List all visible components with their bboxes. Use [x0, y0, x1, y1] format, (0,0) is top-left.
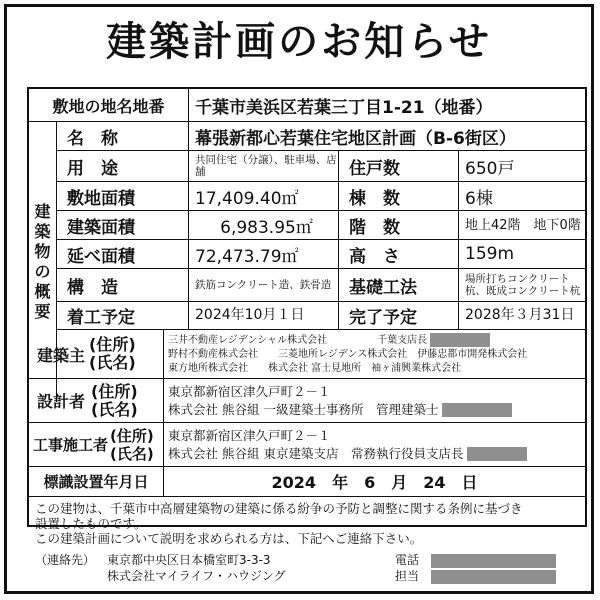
owner-line-3: 東方地所株式会社 株式会社 富士見地所 袖ヶ浦興業株式会社: [168, 362, 462, 374]
owner-address-label: (住所): [89, 335, 136, 354]
notes: [35, 501, 580, 546]
designer-name-line: [168, 401, 512, 419]
site-area-label: 敷地面積: [57, 182, 189, 210]
start-label: 着工予定: [57, 302, 189, 329]
building-outline-text: 建 築 物 の 概 要: [34, 202, 51, 321]
redacted-block: [442, 403, 512, 417]
note-line-2: 設置したものです。: [35, 516, 147, 531]
start-value: 2024年10月１日: [189, 302, 339, 329]
posted-row: [29, 467, 585, 497]
building-area-row: [57, 211, 585, 240]
owner-line-2: 野村不動産株式会社 三菱地所レジデンス株式会社 伊藤忠都市開発株式会社: [168, 348, 528, 360]
site-value: 千葉市美浜区若葉三丁目1-21（地番）: [195, 97, 493, 118]
completion-label: 完了予定: [339, 302, 459, 329]
foundation-label: 基礎工法: [339, 269, 459, 301]
posted-label: 標識設置年月日: [29, 467, 164, 496]
floors-value: 地上42階 地下0階: [465, 217, 581, 233]
height-label: 高 さ: [339, 240, 459, 268]
contractor-address: 東京都新宿区津久戸町２－１: [168, 427, 331, 443]
designer-address: 東京都新宿区津久戸町２－１: [168, 383, 331, 399]
phone-line: [395, 551, 556, 568]
name-value: 幕張新都心若葉住宅地区計画（B-6街区）: [195, 128, 516, 149]
use-value: 共同住宅（分譲）、駐車場、店舗: [189, 151, 339, 181]
building-area-value: 6,983.95㎡: [189, 211, 339, 239]
contractor-row: [29, 423, 585, 467]
contractor-label-main: 工事施工者: [33, 436, 109, 454]
contact-block: [35, 551, 580, 583]
designer-name: 株式会社 熊谷組 一級建築士事務所 管理建築士: [168, 401, 439, 417]
floor-area-row: [57, 240, 585, 269]
owner-label: [29, 330, 164, 378]
contractor-label: [29, 423, 164, 466]
site-area-row: [57, 182, 585, 211]
designer-label-main: 設計者: [37, 392, 86, 411]
notice-board: [4, 4, 594, 594]
contractor-info: [164, 423, 585, 466]
redacted-block: [467, 447, 527, 461]
name-label: 名 称: [57, 122, 189, 150]
height-value: 159m: [465, 244, 515, 264]
notice-title: 建築計画のお知らせ: [106, 19, 492, 65]
floor-area-value: 72,473.79㎡: [189, 240, 339, 268]
owner-name-label: (氏名): [89, 353, 136, 372]
redacted-block: [430, 333, 490, 347]
contractor-name-line: [168, 445, 527, 463]
owner-line-1: 三井不動産レジデンシャル株式会社 千葉支店長: [168, 333, 490, 348]
designer-name-label: (氏名): [91, 399, 138, 419]
name-row: [57, 122, 585, 151]
designer-info: [164, 379, 585, 422]
owner-label-main: 建築主: [37, 345, 86, 365]
contractor-address-label: (住所): [110, 426, 154, 445]
designer-label: [29, 379, 164, 422]
units-label: 住戸数: [339, 151, 459, 181]
designer-address-label: (住所): [91, 381, 138, 401]
contact-address: 東京都中央区日本橋室町3-3-3: [107, 553, 271, 567]
structure-value: 鉄筋コンクリート造、鉄骨造: [189, 269, 339, 301]
person-label: 担当: [395, 569, 420, 583]
contractor-name-label: (氏名): [110, 444, 154, 463]
structure-row: [57, 269, 585, 302]
completion-value: 2028年３月31日: [465, 307, 575, 323]
buildings-value: 6棟: [465, 188, 493, 209]
use-row: [57, 151, 585, 182]
posted-value: 2024 年 6 月 24 日: [271, 473, 478, 492]
owner-row: [29, 330, 585, 379]
note-line-1: この建物は、千葉市中高層建築物の建築に係る紛争の予防と調整に関する条例に基づき: [35, 501, 523, 516]
note-line-3: この建築計画について説明を求められる方は、下記へご連絡下さい。: [35, 531, 423, 546]
foundation-value: 場所打ちコンクリート杭、既成コンクリート杭: [465, 273, 581, 297]
redacted-block: [431, 570, 556, 584]
person-line: [395, 567, 556, 584]
phone-label: 電話: [395, 553, 420, 567]
buildings-label: 棟 数: [339, 182, 459, 210]
contact-label: （連絡先）: [35, 553, 96, 567]
owner-list: [164, 330, 585, 378]
contact-company: 株式会社マイライフ・ハウジング: [107, 569, 286, 583]
site-area-value: 17,409.40㎡: [189, 182, 339, 210]
floors-label: 階 数: [339, 211, 459, 239]
notice-table: [27, 87, 587, 527]
site-label: 敷地の地名地番: [29, 89, 189, 121]
contractor-name: 株式会社 熊谷組 東京建築支店 常務執行役員支店長: [168, 445, 464, 461]
units-value: 650戸: [465, 158, 515, 179]
designer-row: [29, 379, 585, 423]
redacted-block: [431, 554, 556, 568]
floor-area-label: 延べ面積: [57, 240, 189, 268]
building-area-label: 建築面積: [57, 211, 189, 239]
structure-label: 構 造: [57, 269, 189, 301]
site-row: [29, 89, 585, 122]
schedule-row: [57, 302, 585, 330]
use-label: 用 途: [57, 151, 189, 181]
